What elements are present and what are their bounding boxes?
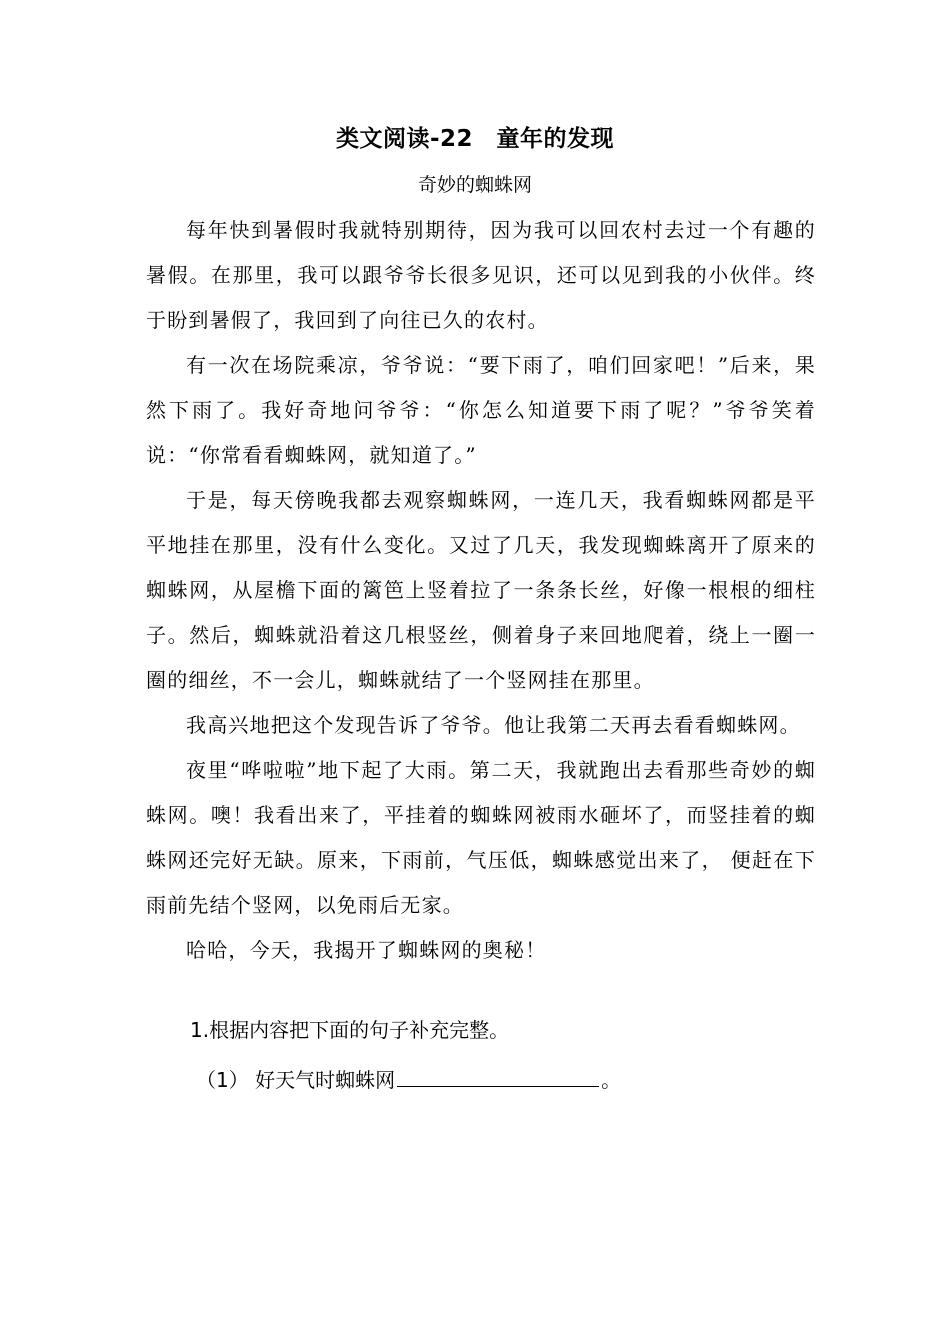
subquestion-suffix: 。 [601, 1068, 622, 1092]
paragraph-5: 夜里“哗啦啦”地下起了大雨。第二天，我就跑出去看那些奇妙的蜘蛛网。噢！我看出来了，平挂着的蜘蛛网被雨水砸坏了，而竖挂着的蜘蛛网还完好无缺。原来，下雨前，气压低，蜘蛛感觉出来了， 便赶在下雨前先结个竖网，以免雨后无家。 [146, 758, 816, 917]
article-body [146, 208, 816, 973]
paragraph-1: 每年快到暑假时我就特别期待，因为我可以回农村去过一个有趣的暑假。在那里，我可以跟爷爷长很多见识，还可以见到我的小伙伴。终于盼到暑假了，我回到了向往已久的农村。 [146, 218, 816, 332]
answer-blank[interactable] [397, 1062, 599, 1087]
subquestion-1 [196, 1060, 621, 1100]
paragraph-3: 于是，每天傍晚我都去观察蜘蛛网，一连几天，我看蜘蛛网都是平平地挂在那里，没有什么变化。又过了几天，我发现蜘蛛离开了原来的蜘蛛网，从屋檐下面的篱笆上竖着拉了一条条长丝，好像一根根的细柱子。然后，蜘蛛就沿着这几根竖丝，侧着身子来回地爬着，绕上一圈一圈的细丝，不一会儿，蜘蛛就结了一个竖网挂在那里。 [146, 488, 816, 692]
article-title: 奇妙的蜘蛛网 [417, 174, 532, 196]
paragraph-2: 有一次在场院乘凉，爷爷说：“要下雨了，咱们回家吧！”后来，果然下雨了。我好奇地问爷爷：“你怎么知道要下雨了呢？”爷爷笑着说：“你常看看蜘蛛网，就知道了。” [146, 353, 816, 467]
paragraph-4: 我高兴地把这个发现告诉了爷爷。他让我第二天再去看看蜘蛛网。 [186, 713, 801, 737]
question-1: 1.根据内容把下面的句子补充完整。 [190, 1018, 510, 1042]
subquestion-prefix: （1） 好天气时蜘蛛网 [196, 1068, 396, 1092]
document-title: 类文阅读-22 童年的发现 [335, 126, 615, 152]
paragraph-6: 哈哈，今天，我揭开了蜘蛛网的奥秘！ [186, 938, 547, 962]
